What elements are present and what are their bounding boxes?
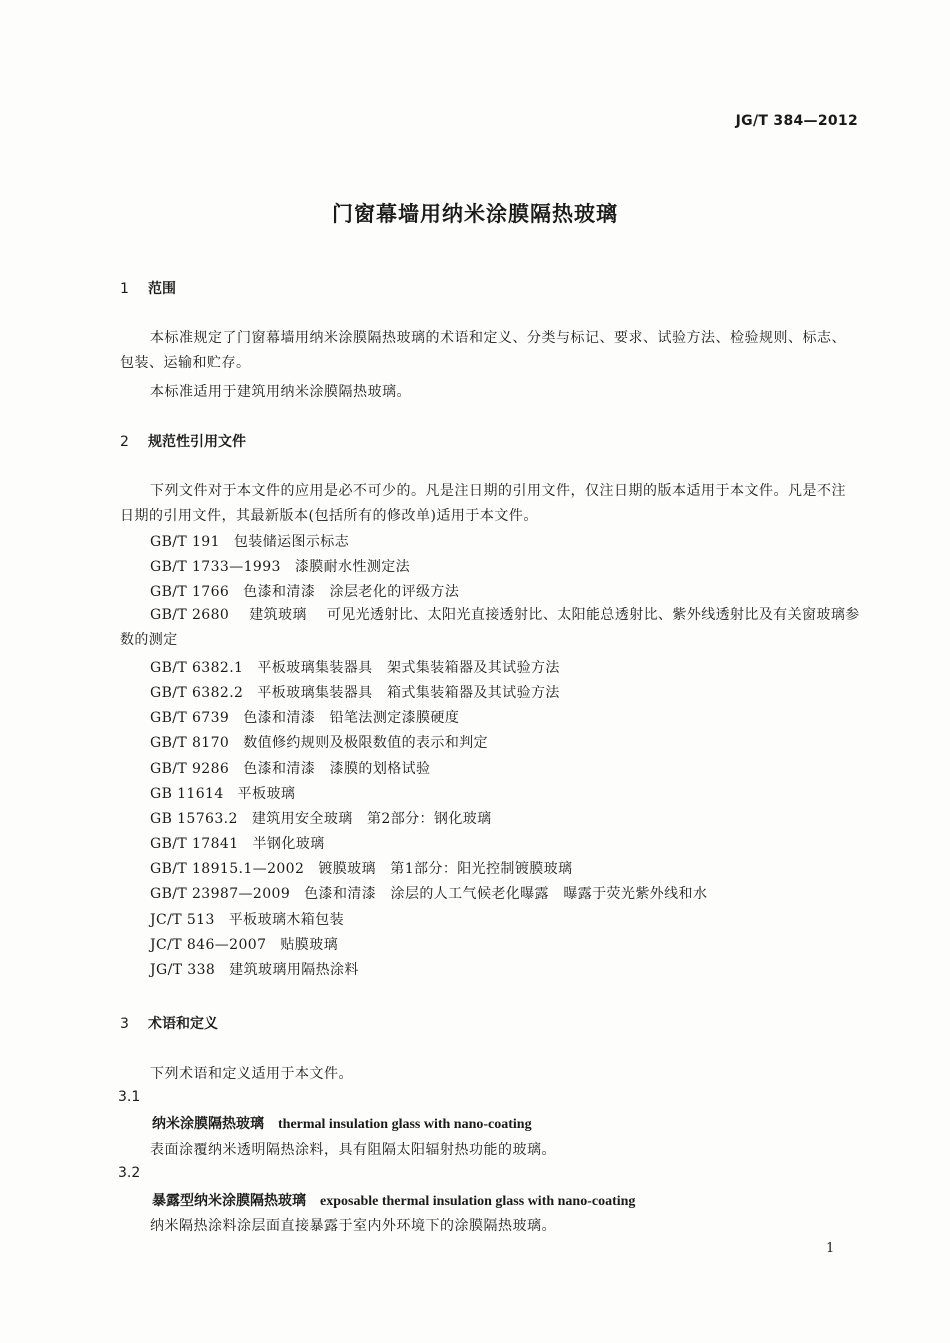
reference-code: GB/T 6382.1 — [150, 660, 244, 676]
reference-item — [150, 657, 560, 677]
reference-code: GB/T 18915.1—2002 — [150, 861, 305, 877]
reference-code: GB/T 191 — [150, 534, 220, 550]
reference-title: 色漆和清漆 涂层老化的评级方法 — [243, 584, 460, 600]
reference-title: 漆膜耐水性测定法 — [294, 559, 411, 575]
page-number: 1 — [826, 1241, 835, 1256]
reference-item — [150, 833, 325, 853]
reference-title: 半钢化玻璃 — [252, 836, 325, 852]
reference-item — [150, 758, 430, 778]
reference-title: 色漆和清漆 涂层的人工气候老化曝露 曝露于荧光紫外线和水 — [304, 886, 708, 902]
reference-title: 包装储运图示标志 — [233, 534, 350, 550]
section-number: 2 — [120, 434, 129, 450]
normative-intro: 下列文件对于本文件的应用是必不可少的。凡是注日期的引用文件，仅注日期的版本适用于本文件。凡是不注日期的引用文件，其最新版本(包括所有的修改单)适用于本文件。 — [120, 483, 846, 524]
reference-code: GB/T 6382.2 — [150, 685, 244, 701]
reference-code: GB/T 1766 — [150, 584, 230, 600]
reference-title: 色漆和清漆 铅笔法测定漆膜硬度 — [243, 710, 460, 726]
document-title: 门窗幕墙用纳米涂膜隔热玻璃 — [332, 202, 618, 226]
term-chinese: 暴露型纳米涂膜隔热玻璃 — [152, 1193, 306, 1209]
reference-item — [150, 581, 459, 601]
reference-item — [150, 783, 295, 803]
reference-code: JC/T 513 — [150, 912, 215, 928]
reference-item — [150, 883, 707, 903]
reference-code: GB/T 2680 — [150, 607, 230, 623]
section-1-heading — [120, 278, 176, 298]
terms-intro: 下列术语和定义适用于本文件。 — [150, 1066, 353, 1082]
reference-item — [120, 603, 860, 653]
reference-title: 平板玻璃集装器具 架式集装箱器及其试验方法 — [257, 660, 560, 676]
reference-code: GB 11614 — [150, 786, 224, 802]
section-title: 范围 — [148, 281, 176, 297]
reference-code: JC/T 846—2007 — [150, 937, 267, 953]
term-entry — [152, 1113, 532, 1133]
clause-number: 3.1 — [118, 1089, 141, 1105]
reference-item — [150, 732, 488, 752]
reference-item — [150, 531, 349, 551]
reference-title: 建筑用安全玻璃 第2部分：钢化玻璃 — [251, 811, 492, 827]
reference-title: 数值修约规则及极限数值的表示和判定 — [243, 735, 489, 751]
reference-item — [150, 682, 560, 702]
term-entry — [152, 1190, 635, 1210]
reference-code: GB/T 1733—1993 — [150, 559, 281, 575]
reference-code: GB/T 9286 — [150, 761, 230, 777]
reference-code: GB 15763.2 — [150, 811, 238, 827]
term-english: thermal insulation glass with nano-coating — [278, 1117, 532, 1132]
reference-item — [150, 959, 359, 979]
reference-item — [150, 808, 492, 828]
reference-code: GB/T 8170 — [150, 735, 230, 751]
term-definition: 表面涂覆纳米透明隔热涂料，具有阻隔太阳辐射热功能的玻璃。 — [150, 1142, 556, 1158]
scope-paragraph-1: 本标准规定了门窗幕墙用纳米涂膜隔热玻璃的术语和定义、分类与标记、要求、试验方法、检验规则、标志、包装、运输和贮存。 — [120, 330, 846, 371]
clause-number: 3.2 — [118, 1165, 141, 1181]
reference-title: 色漆和清漆 漆膜的划格试验 — [243, 761, 431, 777]
reference-item — [150, 909, 344, 929]
term-definition: 纳米隔热涂料涂层面直接暴露于室内外环境下的涂膜隔热玻璃。 — [150, 1218, 556, 1234]
reference-code: GB/T 6739 — [150, 710, 230, 726]
section-title: 规范性引用文件 — [148, 434, 246, 450]
reference-item — [150, 707, 459, 727]
reference-item — [150, 556, 410, 576]
section-number: 3 — [120, 1016, 129, 1032]
reference-item — [150, 858, 572, 878]
section-number: 1 — [120, 281, 129, 297]
scope-paragraph-2: 本标准适用于建筑用纳米涂膜隔热玻璃。 — [150, 384, 411, 400]
reference-code: GB/T 23987—2009 — [150, 886, 291, 902]
section-3-heading — [120, 1013, 218, 1033]
reference-title: 可见光透射比、太阳光直接透射比、太阳能总透射比、紫外线透射比及有关窗玻璃参数的测定 — [120, 607, 860, 648]
reference-item — [150, 934, 338, 954]
reference-title: 平板玻璃 — [237, 786, 296, 802]
reference-code: GB/T 17841 — [150, 836, 239, 852]
reference-title: 建筑玻璃用隔热涂料 — [229, 962, 359, 978]
section-title: 术语和定义 — [148, 1016, 218, 1032]
section-2-heading — [120, 431, 246, 451]
reference-title: 平板玻璃木箱包装 — [228, 912, 344, 928]
reference-title: 平板玻璃集装器具 箱式集装箱器及其试验方法 — [257, 685, 560, 701]
term-chinese: 纳米涂膜隔热玻璃 — [152, 1116, 264, 1132]
reference-title: 贴膜玻璃 — [280, 937, 338, 953]
reference-name: 建筑玻璃 — [249, 607, 307, 623]
reference-code: JG/T 338 — [150, 962, 216, 978]
term-english: exposable thermal insulation glass with nano-coating — [320, 1194, 636, 1209]
reference-title: 镀膜玻璃 第1部分：阳光控制镀膜玻璃 — [318, 861, 573, 877]
standard-code: JG/T 384—2012 — [735, 113, 858, 129]
